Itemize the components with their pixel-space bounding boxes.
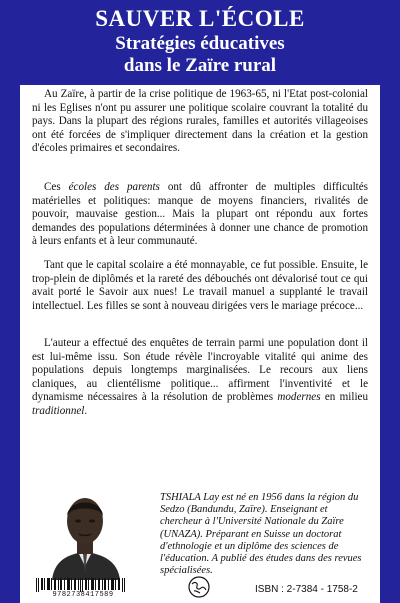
author-name: TSHIALA Lay [160, 492, 220, 503]
book-subtitle-line1: Stratégies éducatives [115, 33, 285, 54]
summary-paragraph-1: Au Zaïre, à partir de la crise politique de 1963-65, ni l'Etat post-colonial ni les Eglises n'ont pu assurer une politique scolaire couvrant la totalité du pays. Dans la plupart des régions rurales, familles et autorités villageoises ont été forcées de s'impliquer directement dans la création et la gestion d'écoles primaires et secondaires. [32, 88, 368, 155]
barcode-icon [36, 578, 126, 592]
globe-logo-icon [188, 576, 210, 598]
isbn-number: ISBN : 2-7384 - 1758-2 [255, 584, 358, 595]
summary-paragraph-2 [32, 181, 368, 249]
author-bio-text: est né en 1956 dans la région du Sedzo (Bandundu, Zaïre). Enseignant et chercheur à l'Université Nationale du Zaïre (UNAZA). Préparant en Suisse un doctorat d'ethnologie et un diplôme des sciences de l'éducation. A publié des études dans des revues spécialisées. [160, 492, 362, 577]
paragraph-2-end: ont dû affronter de multiples difficultés matérielles et politiques: manque de moyens financiers, rivalités de pouvoir, mauvaise gestion... Mais la plupart ont répondu aux fortes demandes des populations déterminées à donner une chance de promotion à leurs enfants et à leur communauté. [32, 181, 368, 248]
book-subtitle-line2: dans le Zaïre rural [123, 55, 277, 76]
paragraph-2-start: Ces [44, 181, 69, 193]
summary-panel [20, 85, 380, 487]
author-photo [22, 488, 148, 580]
paragraph-4-middle: en milieu [320, 391, 369, 404]
summary-paragraph-4 [32, 337, 368, 419]
author-bio [160, 492, 370, 577]
paragraph-2-emphasis: écoles des parents [68, 181, 160, 193]
paragraph-4-end: . [84, 404, 88, 417]
paragraph-4-emphasis-traditionnel: traditionnel [32, 404, 85, 417]
barcode-number: 9782738417589 [52, 591, 114, 599]
paragraph-4-start: L'auteur a effectué des enquêtes de terrain parmi une population dont il est lui-même issu. Son étude révèle l'incroyable vitalité qui anime des populations depuis longtemps marginalisées. Le recours aux liens claniques, au clientélisme politique... affirment l'inventivité et le dynamisme nécessaires à la résolution de problèmes [32, 337, 368, 404]
summary-paragraph-3: Tant que le capital scolaire a été monnayable, ce fut possible. Ensuite, le trop-plein de diplômés et la rareté des débouchés ont dévalorisé tout ce qui avait porté le Savoir aux nues! Le travail manuel a supplanté le travail intellectuel. Les filles se sont à nouveau dirigées vers le mariage précoce... [32, 259, 368, 312]
book-title: SAUVER L'ÉCOLE [95, 6, 305, 31]
paragraph-4-emphasis-modernes: modernes [277, 391, 321, 404]
